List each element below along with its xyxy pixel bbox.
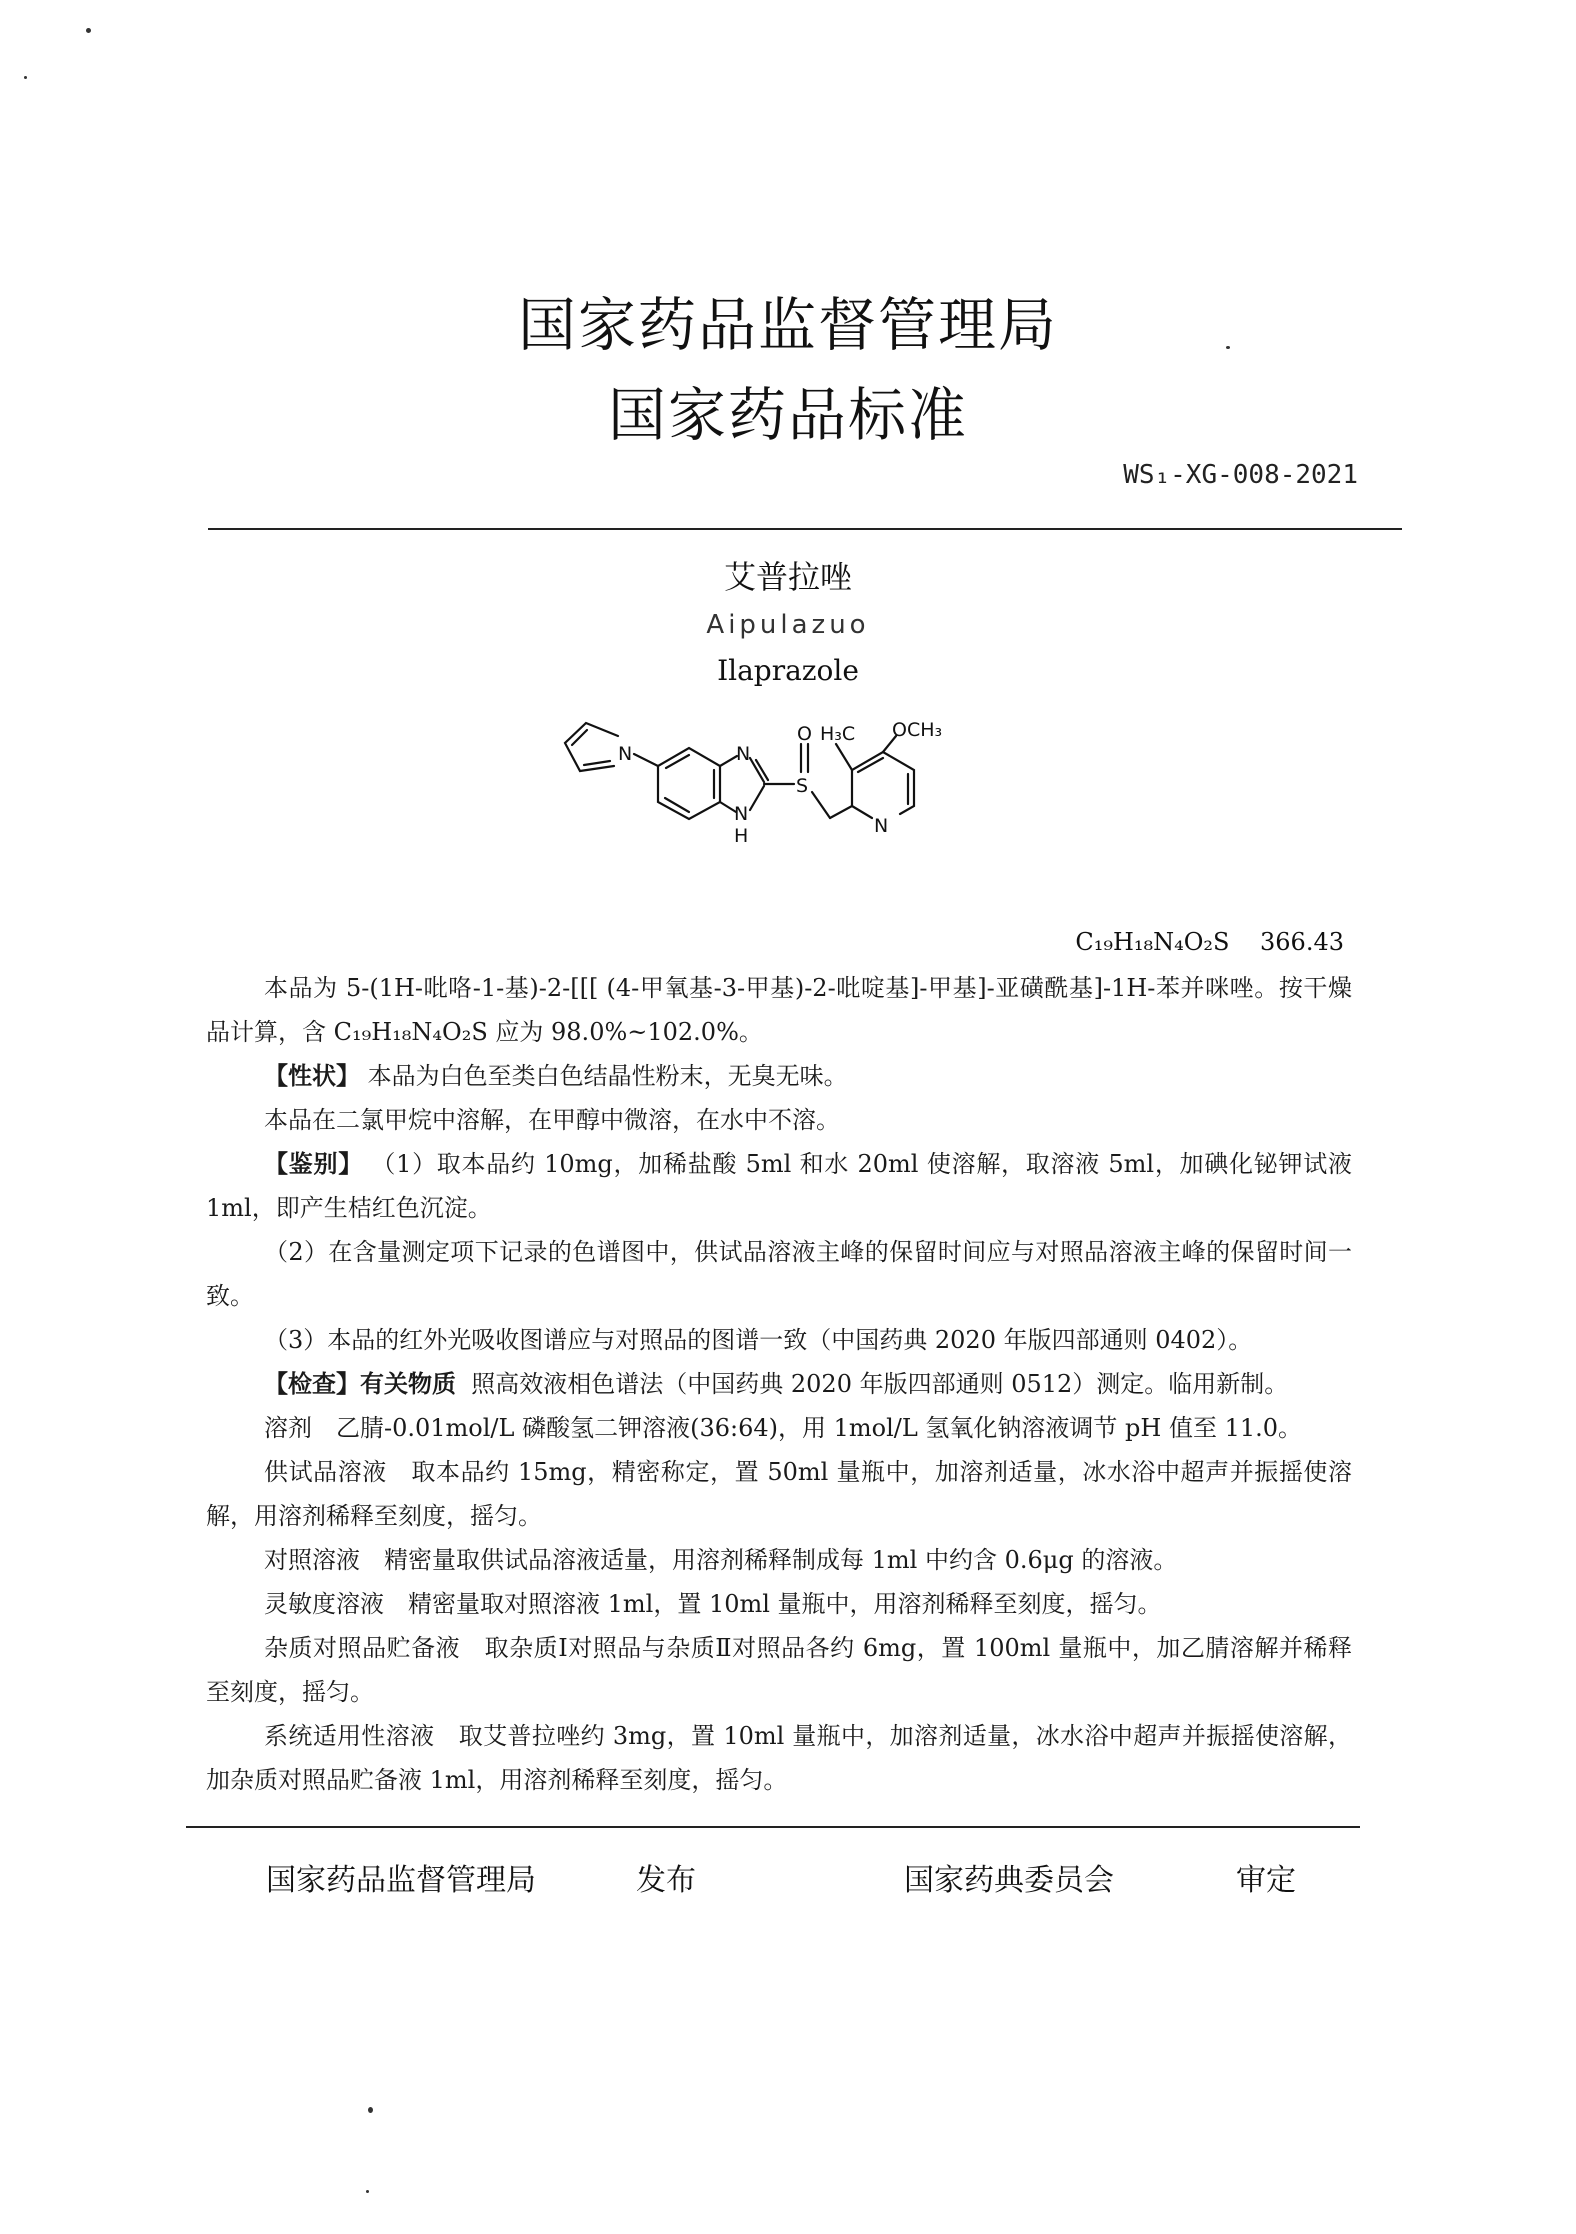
reference-solution-paragraph: 对照溶液 精密量取供试品溶液适量，用溶剂稀释制成每 1ml 中约含 0.6μg 的溶液。 (264, 1546, 1178, 1574)
identification-paragraph-3: （3）本品的红外光吸收图谱应与对照品的图谱一致（中国药典 2020 年版四部通则 0402）。 (264, 1326, 1253, 1354)
scan-speck (368, 2107, 373, 2113)
check-subtitle: 有关物质 (360, 1370, 456, 1398)
molecular-weight: 366.43 (1260, 928, 1344, 956)
molecular-formula-line (1075, 928, 1344, 956)
section-label-description: 【性状】 (264, 1062, 360, 1090)
drug-name-pinyin: Aipulazuo (706, 610, 870, 640)
footer-issue-label: 发布 (636, 1863, 696, 1898)
monograph-body (206, 966, 1352, 1802)
identification-paragraph-1 (206, 1142, 1352, 1230)
header-divider (208, 528, 1402, 530)
atom-label: N (734, 803, 749, 825)
scan-speck (366, 2190, 369, 2193)
atom-label: O (797, 723, 812, 745)
molecular-formula: C₁₉H₁₈N₄O₂S (1075, 928, 1230, 956)
check-paragraph (206, 1362, 1352, 1406)
atom-label: N (874, 815, 889, 837)
section-label-check: 【检查】 (264, 1370, 360, 1398)
system-suitability-paragraph: 系统适用性溶液 取艾普拉唑约 3mg，置 10ml 量瓶中，加溶剂适量，冰水浴中超声并振摇使溶解，加杂质对照品贮备液 1ml，用溶剂稀释至刻度，摇匀。 (206, 1722, 1352, 1794)
footer-issuer: 国家药品监督管理局 (266, 1863, 536, 1898)
check-text: 照高效液相色谱法（中国药典 2020 年版四部通则 0512）测定。临用新制。 (471, 1370, 1289, 1398)
definition-paragraph: 本品为 5-(1H-吡咯-1-基)-2-[[[ (4-甲氧基-3-甲基)-2-吡啶基]-甲基]-亚磺酰基]-1H-苯并咪唑。按干燥品计算，含 C₁₉H₁₈N₄O₂S 应为 98.0%~102.0%。 (206, 974, 1352, 1046)
atom-label: OCH₃ (892, 719, 943, 741)
atom-label: S (796, 775, 809, 797)
scan-speck (24, 76, 27, 79)
solvent-paragraph: 溶剂 乙腈-0.01mol/L 磷酸氢二钾溶液(36:64)，用 1mol/L 氢氧化钠溶液调节 pH 值至 11.0。 (264, 1414, 1303, 1442)
atom-label: H₃C (820, 723, 856, 745)
scan-speck (86, 28, 91, 33)
footer-divider (186, 1826, 1360, 1828)
chemical-structure (540, 700, 1040, 900)
description-text: 本品为白色至类白色结晶性粉末，无臭无味。 (367, 1062, 848, 1090)
description-paragraph (206, 1054, 1352, 1098)
footer-review-label: 审定 (1236, 1863, 1296, 1898)
footer-reviewer: 国家药典委员会 (904, 1863, 1114, 1898)
section-label-identification: 【鉴别】 (264, 1150, 363, 1178)
test-solution-paragraph: 供试品溶液 取本品约 15mg，精密称定，置 50ml 量瓶中，加溶剂适量，冰水浴中超声并振摇使溶解，用溶剂稀释至刻度，摇匀。 (206, 1458, 1352, 1530)
identification-paragraph-2: （2）在含量测定项下记录的色谱图中，供试品溶液主峰的保留时间应与对照品溶液主峰的保留时间一致。 (206, 1238, 1352, 1310)
atom-label: N (736, 743, 751, 765)
drug-name-en: Ilaprazole (717, 654, 859, 687)
atom-label: H (734, 825, 749, 847)
impurity-stock-paragraph: 杂质对照品贮备液 取杂质Ⅰ对照品与杂质Ⅱ对照品各约 6mg，置 100ml 量瓶中，加乙腈溶解并稀释至刻度，摇匀。 (206, 1634, 1352, 1706)
sensitivity-solution-paragraph: 灵敏度溶液 精密量取对照溶液 1ml，置 10ml 量瓶中，用溶剂稀释至刻度，摇匀。 (264, 1590, 1162, 1618)
atom-label: N (618, 743, 633, 765)
identification-1-text: （1）取本品约 10mg，加稀盐酸 5ml 和水 20ml 使溶解，取溶液 5ml，加碘化铋钾试液 1ml，即产生桔红色沉淀。 (206, 1150, 1352, 1222)
solubility-paragraph: 本品在二氯甲烷中溶解，在甲醇中微溶，在水中不溶。 (264, 1106, 840, 1134)
drug-name-cn: 艾普拉唑 (723, 558, 852, 596)
agency-title: 国家药品监督管理局 (517, 291, 1058, 359)
standard-number: WS₁-XG-008-2021 (1123, 460, 1358, 490)
standard-title: 国家药品标准 (607, 381, 968, 449)
